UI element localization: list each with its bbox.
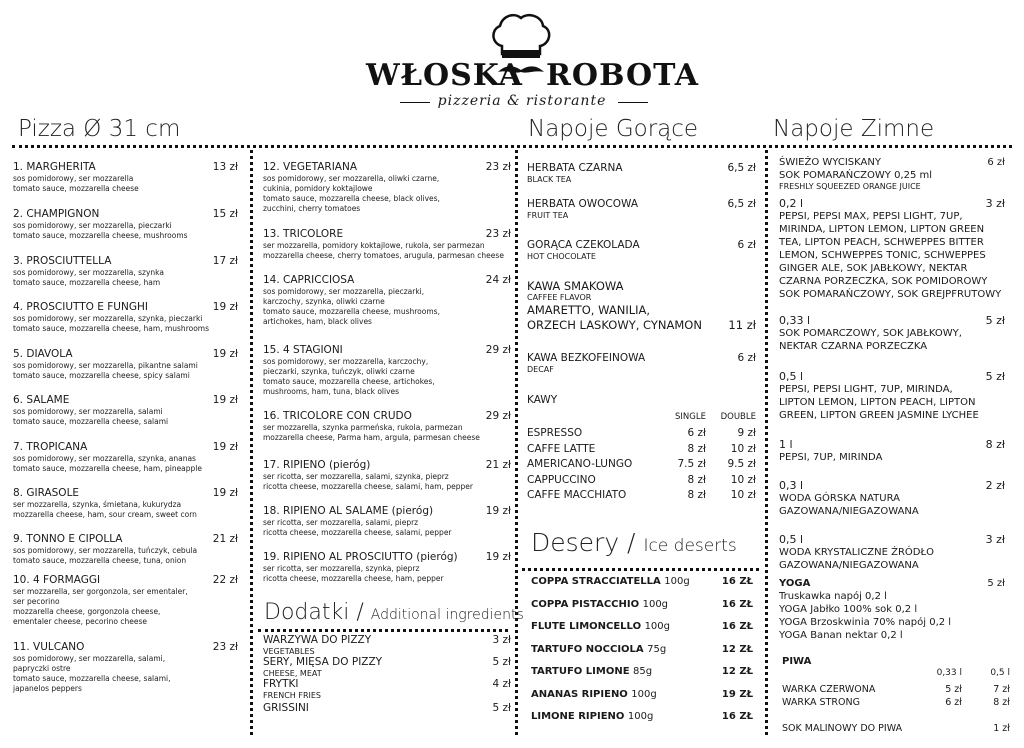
item-name: 19. RIPIENO AL PROSCIUTTO (pieróg)	[263, 551, 458, 563]
item-name: WARZYWA DO PIZZY	[263, 634, 372, 646]
dodatki-list	[263, 634, 511, 715]
table-row	[527, 426, 756, 442]
dessert-price: 12 ZŁ	[721, 666, 753, 677]
item-desc: artichokes, ham, black olives	[263, 317, 372, 326]
dessert-price: 12 ZŁ	[721, 643, 753, 655]
item-price: 19 zł	[212, 348, 238, 360]
item-desc: zucchini, cherry tomatoes	[263, 204, 361, 213]
item-name: KAWA SMAKOWA	[527, 279, 624, 293]
price-033: 6 zł	[945, 697, 962, 708]
size-label: 0,5 l	[779, 533, 804, 546]
logo-subtitle: pizzeria & ristorante	[437, 93, 607, 109]
item-name: 2. CHAMPIGNON	[13, 208, 100, 220]
menu-item	[779, 197, 1005, 314]
drink-line: YOGA Brzoskwinia 70% napój 0,2 l	[779, 617, 952, 628]
item-price: 13 zł	[212, 161, 238, 173]
drink-line: GAZOWANA/NIEGAZOWANA	[779, 560, 919, 571]
item-name: 11. VULCANO	[13, 641, 85, 653]
dessert-weight: 100g	[642, 598, 669, 610]
price-single: 8 zł	[687, 442, 706, 455]
item-name: 4. PROSCIUTTO E FUNGHI	[13, 301, 148, 313]
logo-word-left: WŁOSKA	[366, 58, 523, 93]
drink-line: WODA KRYSTALICZNE ŹRÓDŁO	[779, 547, 934, 558]
item-price: 29 zł	[485, 344, 511, 356]
single-header: SINGLE	[675, 412, 706, 422]
item-price: 3 zł	[985, 533, 1005, 546]
item-price: 19 zł	[212, 394, 238, 406]
item-price: 3 zł	[985, 197, 1005, 210]
table-row	[782, 696, 1010, 709]
item-desc: papryczki ostre	[13, 664, 71, 673]
item-desc: ementaler cheese, pecorino cheese	[13, 617, 147, 626]
kawy-header	[527, 412, 756, 426]
price-single: 7.5 zł	[677, 458, 706, 470]
size-label: 0,5 l	[779, 370, 804, 383]
dessert-price: 16 ZŁ	[721, 711, 753, 722]
item-sub: FRUIT TEA	[527, 211, 569, 220]
item-desc: sos pomidorowy, ser mozzarella, szynka, ananas	[13, 454, 196, 463]
menu-item	[527, 239, 756, 280]
item-name: 13. TRICOLORE	[263, 228, 344, 240]
table-row	[527, 442, 756, 458]
item-name: 9. TONNO E CIPOLLA	[13, 533, 123, 545]
dessert-name: ANANAS RIPIENO	[531, 688, 628, 700]
item-desc: ser ricotta, ser mozzarella, salami, pieprz	[263, 518, 419, 527]
item-desc: ser ricotta, ser mozzarella, salami, szynka, pieprz	[263, 472, 449, 481]
item-desc: ricotta cheese, mozzarella cheese, salami, pepper	[263, 528, 452, 537]
item-name: KAWA BEZKOFEINOWA	[527, 352, 646, 364]
item-desc: tomato sauce, mozzarella cheese, tuna, onion	[13, 556, 187, 565]
drink-line: WODA GÓRSKA NATURA	[779, 493, 900, 504]
item-desc: ricotta cheese, mozzarella cheese, salami, ham, pepper	[263, 482, 473, 491]
menu-item	[527, 162, 756, 198]
item-price: 8 zł	[985, 438, 1005, 451]
menu-item	[13, 348, 238, 394]
double-header: DOUBLE	[720, 412, 756, 422]
item-desc: ser mozzarella, szynka parmeńska, rukola, parmezan	[263, 423, 463, 432]
item-desc: mozzarella cheese, ham, sour cream, sweet corn	[13, 510, 197, 519]
coffee-name: CAFFE LATTE	[527, 442, 596, 455]
item-name: 15. 4 STAGIONI	[263, 344, 343, 356]
item-sub: VEGETABLES	[263, 647, 315, 656]
dessert-price: 16 ZŁ	[721, 598, 753, 610]
size-label: 0,2 l	[779, 197, 804, 210]
item-desc: sos pomidorowy, ser mozzarella, pikantne salami	[13, 361, 198, 370]
item-name: ŚWIEŻO WYCISKANY	[779, 157, 881, 168]
item-sub: CHEESE, MEAT	[263, 669, 322, 678]
size-label: 0,3 l	[779, 479, 804, 492]
item-sub: BLACK TEA	[527, 175, 572, 184]
drink-line: SOK POMARCZOWY, SOK JABŁKOWY,	[779, 328, 962, 339]
menu-item	[263, 551, 511, 584]
item-desc: ORZECH LASKOWY, CYNAMON	[527, 318, 702, 332]
napoje-gorace-title: Napoje Gorące	[528, 116, 699, 142]
item-desc: pieczarki, szynka, tuńczyk, oliwki czarne	[263, 367, 415, 376]
logo	[360, 10, 700, 109]
pizza-column-2	[263, 161, 511, 584]
item-desc: tomato sauce, mozzarella cheese, spicy salami	[13, 371, 190, 380]
col-divider-2	[515, 150, 518, 735]
table-row	[782, 722, 1010, 735]
item-price: 5 zł	[985, 370, 1005, 383]
item-name: 8. GIRASOLE	[13, 487, 80, 499]
item-name: 17. RIPIENO (pieróg)	[263, 459, 371, 471]
price-double: 9.5 zł	[727, 458, 756, 470]
item-sub: FRENCH FRIES	[263, 691, 321, 700]
item-name: 6. SALAME	[13, 394, 70, 406]
desery-title-main: Desery /	[531, 528, 636, 557]
price-double: 10 zł	[730, 442, 756, 455]
item-price: 21 zł	[485, 459, 511, 471]
item-price: 19 zł	[485, 551, 511, 563]
list-item	[531, 576, 753, 599]
item-desc: cukinia, pomidory koktajlowe	[263, 184, 373, 193]
list-item	[531, 711, 753, 734]
menu-item	[263, 656, 511, 678]
table-row	[527, 457, 756, 473]
drink-line: GREEN, LIPTON GREEN JASMINE LYCHEE	[779, 410, 979, 421]
item-price: 21 zł	[212, 533, 238, 545]
kawy-title: KAWY	[527, 394, 558, 406]
item-name-2: SOK POMARAŃCZOWY 0,25 ml	[779, 170, 933, 181]
item-desc: ser ricotta, ser mozzarella, szynka, pieprz	[263, 564, 420, 573]
item-desc: mozzarella cheese, cherry tomatoes, arugula, parmesan cheese	[263, 251, 504, 260]
menu-item	[263, 274, 511, 344]
drink-line: PEPSI, PEPSI MAX, PEPSI LIGHT, 7UP,	[779, 211, 963, 222]
menu-item	[779, 156, 1005, 197]
item-desc: sos pomidorowy, ser mozzarella, oliwki czarne,	[263, 174, 440, 183]
item-sub: FRESHLY SQUEEZED ORANGE JUICE	[779, 182, 921, 191]
item-price: 6 zł	[737, 239, 756, 251]
price-double: 10 zł	[730, 473, 756, 486]
item-name: 3. PROSCIUTTELLA	[13, 255, 112, 267]
dessert-name: COPPA PISTACCHIO	[531, 598, 640, 610]
item-price: 11 zł	[728, 318, 756, 332]
drink-line: PEPSI, 7UP, MIRINDA	[779, 452, 883, 463]
item-sub: CAFFEE FLAVOR	[527, 293, 592, 302]
coffee-name: AMERICANO-LUNGO	[527, 458, 633, 470]
item-name: GRISSINI	[263, 702, 309, 714]
item-desc: tomato sauce, mozzarella cheese, ham	[13, 278, 161, 287]
dessert-weight: 100g	[644, 621, 670, 632]
desery-divider	[522, 568, 759, 571]
table-row	[527, 488, 756, 504]
item-name: 14. CAPRICCIOSA	[263, 274, 355, 286]
dessert-weight: 100g	[631, 688, 657, 700]
dessert-weight: 100g	[627, 711, 654, 722]
item-name: 7. TROPICANA	[13, 441, 88, 453]
drink-line: TEA, LIPTON PEACH, SCHWEPPES BITTER	[779, 237, 984, 248]
menu-item	[263, 702, 511, 715]
coffee-name: ESPRESSO	[527, 427, 583, 439]
col-divider-3	[765, 150, 768, 735]
desery-title	[531, 528, 737, 557]
dessert-price: 16 ZŁ	[721, 621, 753, 632]
menu-item	[263, 410, 511, 459]
item-price: 5 zł	[492, 702, 511, 714]
item-price: 6,5 zł	[727, 198, 756, 210]
dessert-name: COPPA STRACCIATELLA	[531, 576, 661, 587]
menu-item	[263, 344, 511, 410]
desery-title-sub: Ice deserts	[643, 536, 737, 556]
item-desc: sos pomidorowy, ser mozzarella, szynka, pieczarki	[13, 314, 203, 323]
menu-item	[13, 441, 238, 487]
menu-item	[13, 574, 238, 641]
napoje-gorace-list	[527, 162, 756, 504]
price-05: 8 zł	[993, 697, 1010, 708]
table-row	[782, 683, 1010, 696]
item-name: 1. MARGHERITA	[13, 161, 96, 173]
size-label: 0,33 l	[779, 314, 811, 327]
item-desc: ricotta cheese, mozzarella cheese, ham, pepper	[263, 574, 444, 583]
item-desc: AMARETTO, WANILIA,	[527, 303, 651, 317]
dessert-name: TARTUFO NOCCIOLA	[531, 643, 644, 655]
item-name: HERBATA OWOCOWA	[527, 198, 639, 210]
piwa-table	[782, 655, 1010, 735]
item-desc: mozzarella cheese, Parma ham, argula, parmesan cheese	[263, 433, 480, 442]
item-desc: karczochy, szynka, oliwki czarne	[263, 297, 385, 306]
beer-name: WARKA STRONG	[782, 697, 860, 708]
item-price: 6 zł	[737, 352, 756, 364]
drink-line: LIPTON LEMON, LIPTON PEACH, LIPTON	[779, 397, 976, 408]
coffee-name: CAPPUCCINO	[527, 473, 596, 486]
item-desc: tomato sauce, mozzarella cheese, salami	[13, 417, 169, 426]
item-price: 23 zł	[485, 228, 511, 240]
dessert-weight: 85g	[633, 666, 653, 677]
item-desc: tomato sauce, mozzarella cheese, black olives,	[263, 194, 440, 203]
piwa-header	[782, 668, 1010, 683]
drink-line: GINGER ALE, SOK JABŁKOWY, NEKTAR	[779, 263, 968, 274]
menu-item	[263, 459, 511, 505]
item-desc: tomato sauce, mozzarella cheese, mushrooms	[13, 231, 188, 240]
menu-item	[263, 228, 511, 274]
menu-item	[13, 394, 238, 441]
item-desc: mozzarella cheese, gorgonzola cheese,	[13, 607, 161, 616]
item-name: YOGA	[779, 578, 811, 589]
item-price: 24 zł	[485, 274, 511, 286]
dodatki-title-main: Dodatki /	[264, 600, 364, 625]
col-divider-1	[250, 150, 253, 735]
col-05: 0,5 l	[990, 668, 1010, 678]
item-price: 5 zł	[985, 314, 1005, 327]
item-sub: DECAF	[527, 365, 554, 374]
menu-item	[13, 301, 238, 348]
item-desc: ser mozzarella, ser gorgonzola, ser ementaler,	[13, 587, 188, 596]
item-desc: sos pomidorowy, ser mozzarella	[13, 174, 134, 183]
dessert-weight: 100g	[664, 576, 690, 587]
item-desc: tomato sauce, mozzarella cheese, ham, pineapple	[13, 464, 202, 473]
dessert-weight: 75g	[647, 643, 667, 655]
menu-item	[527, 280, 756, 352]
menu-item	[263, 161, 511, 228]
item-desc: tomato sauce, mozzarella cheese	[13, 184, 139, 193]
dessert-name: TARTUFO LIMONE	[531, 666, 630, 677]
dodatki-divider	[258, 629, 508, 632]
dessert-name: FLUTE LIMONCELLO	[531, 621, 642, 632]
drink-line: SOK POMARAŃCZOWY, SOK GREJPFRUTOWY	[779, 289, 1002, 300]
beer-name: WARKA CZERWONA	[782, 684, 876, 695]
list-item	[531, 666, 753, 689]
item-price: 23 zł	[212, 641, 238, 653]
piwa-title: PIWA	[782, 656, 812, 667]
item-price: 6 zł	[987, 157, 1005, 168]
item-desc: sos pomidorowy, ser mozzarella, pieczarki,	[263, 287, 425, 296]
menu-item	[527, 352, 756, 394]
item-price: 19 zł	[485, 505, 511, 517]
menu-item	[13, 255, 238, 301]
item-desc: tomato sauce, mozzarella cheese, salami,	[13, 674, 171, 683]
menu-item	[779, 533, 1005, 577]
menu-item	[13, 161, 238, 208]
item-desc: sos pomidorowy, ser mozzarella, salami	[13, 407, 163, 416]
item-price: 6,5 zł	[727, 162, 756, 174]
menu-item	[779, 370, 1005, 438]
item-price: 19 zł	[212, 487, 238, 499]
item-name: 12. VEGETARIANA	[263, 161, 358, 173]
menu-item	[779, 438, 1005, 479]
drink-line: YOGA Jabłko 100% sok 0,2 l	[779, 604, 918, 615]
dessert-name: LIMONE RIPIENO	[531, 711, 625, 722]
price-double: 9 zł	[737, 427, 756, 439]
item-price: 19 zł	[212, 301, 238, 313]
item-price: 2 zł	[985, 479, 1005, 492]
drink-line: MIRINDA, LIPTON LEMON, LIPTON GREEN	[779, 224, 985, 235]
item-name: 16. TRICOLORE CON CRUDO	[263, 410, 412, 422]
price-05: 7 zł	[993, 684, 1010, 695]
item-desc: japanelos peppers	[13, 684, 82, 693]
price-single: 8 zł	[687, 489, 706, 501]
menu-item	[13, 487, 238, 533]
menu-item	[779, 577, 1005, 645]
item-desc: sos pomidorowy, ser mozzarella, pieczarki	[13, 221, 172, 230]
item-price: 4 zł	[492, 678, 511, 690]
drink-line: YOGA Banan nektar 0,2 l	[779, 630, 903, 641]
item-desc: mushrooms, ham, tuna, black olives	[263, 387, 400, 396]
item-desc: ser mozzarella, szynka, śmietana, kukurydza	[13, 500, 182, 509]
price-single: 8 zł	[687, 473, 706, 486]
list-item	[531, 621, 753, 644]
col-033: 0,33 l	[936, 668, 962, 678]
price-033: 5 zł	[945, 684, 962, 695]
napoje-zimne-title: Napoje Zimne	[773, 116, 935, 142]
logo-line-right	[618, 102, 648, 103]
item-desc: sos pomidorowy, ser mozzarella, tuńczyk, cebula	[13, 546, 198, 555]
item-desc: tomato sauce, mozzarella cheese, ham, mushrooms	[13, 324, 209, 333]
menu-item	[779, 479, 1005, 533]
item-name: HERBATA CZARNA	[527, 162, 623, 174]
pizza-column-1	[13, 161, 238, 694]
menu-item	[263, 634, 511, 656]
item-desc: sos pomidorowy, ser mozzarella, karczochy,	[263, 357, 429, 366]
addon-price: 1 zł	[993, 723, 1010, 734]
list-item	[531, 689, 753, 712]
item-price: 15 zł	[212, 208, 238, 220]
dessert-price: 16 ZŁ	[721, 576, 753, 587]
item-price: 23 zł	[485, 161, 511, 173]
dodatki-title	[264, 600, 524, 625]
beer-addon: SOK MALINOWY DO PIWA	[782, 723, 903, 734]
item-desc: tomato sauce, mozzarella cheese, mushrooms,	[263, 307, 440, 316]
drink-line: PEPSI, PEPSI LIGHT, 7UP, MIRINDA,	[779, 384, 953, 395]
item-name: GORĄCA CZEKOLADA	[527, 239, 640, 251]
dodatki-title-sub: Additional ingredients	[370, 607, 524, 623]
item-price: 5 zł	[492, 656, 511, 668]
table-row	[527, 473, 756, 489]
napoje-zimne-list	[779, 156, 1005, 645]
menu-item	[13, 208, 238, 255]
dessert-price: 19 ZŁ	[721, 688, 753, 700]
item-desc: sos pomidorowy, ser mozzarella, szynka	[13, 268, 164, 277]
drink-line: Truskawka napój 0,2 l	[779, 591, 887, 602]
item-price: 3 zł	[492, 634, 511, 646]
list-item	[531, 599, 753, 622]
list-item	[531, 644, 753, 667]
item-price: 5 zł	[987, 578, 1005, 589]
menu-item	[779, 314, 1005, 370]
drink-line: GAZOWANA/NIEGAZOWANA	[779, 506, 919, 517]
item-name: 10. 4 FORMAGGI	[13, 574, 101, 586]
item-price: 19 zł	[212, 441, 238, 453]
item-price: 17 zł	[212, 255, 238, 267]
coffee-name: CAFFE MACCHIATO	[527, 489, 627, 501]
item-desc: tomato sauce, mozzarella cheese, artichokes,	[263, 377, 435, 386]
menu-item	[13, 533, 238, 574]
price-double: 10 zł	[730, 489, 756, 501]
menu-item	[263, 678, 511, 702]
price-single: 6 zł	[687, 427, 706, 439]
item-desc: sos pomidorowy, ser mozzarella, salami,	[13, 654, 166, 663]
size-label: 1 l	[779, 438, 793, 451]
pizza-title: Pizza Ø 31 cm	[18, 116, 181, 142]
item-name: FRYTKI	[263, 678, 299, 690]
menu-item	[263, 505, 511, 551]
item-price: 29 zł	[485, 410, 511, 422]
top-divider	[12, 145, 1012, 148]
item-name: 18. RIPIENO AL SALAME (pieróg)	[263, 505, 434, 517]
drink-line: LEMON, SCHWEPPES TONIC, SCHWEPPES	[779, 250, 986, 261]
logo-word-right: ROBOTA	[546, 58, 700, 93]
drink-line: CZARNA PORZECZKA, SOK POMIDOROWY	[779, 276, 988, 287]
item-name: 5. DIAVOLA	[13, 348, 73, 360]
menu-item	[13, 641, 238, 694]
drink-line: NEKTAR CZARNA PORZECZKA	[779, 341, 928, 352]
item-price: 22 zł	[212, 574, 238, 586]
menu-item	[527, 198, 756, 239]
item-desc: ser mozzarella, pomidory koktajlowe, rukola, ser parmezan	[263, 241, 485, 250]
item-sub: HOT CHOCOLATE	[527, 252, 596, 261]
item-name: SERY, MIĘSA DO PIZZY	[263, 656, 383, 668]
kawy-table	[527, 394, 756, 504]
desery-list	[531, 576, 753, 734]
item-desc: ser pecorino	[13, 597, 60, 606]
